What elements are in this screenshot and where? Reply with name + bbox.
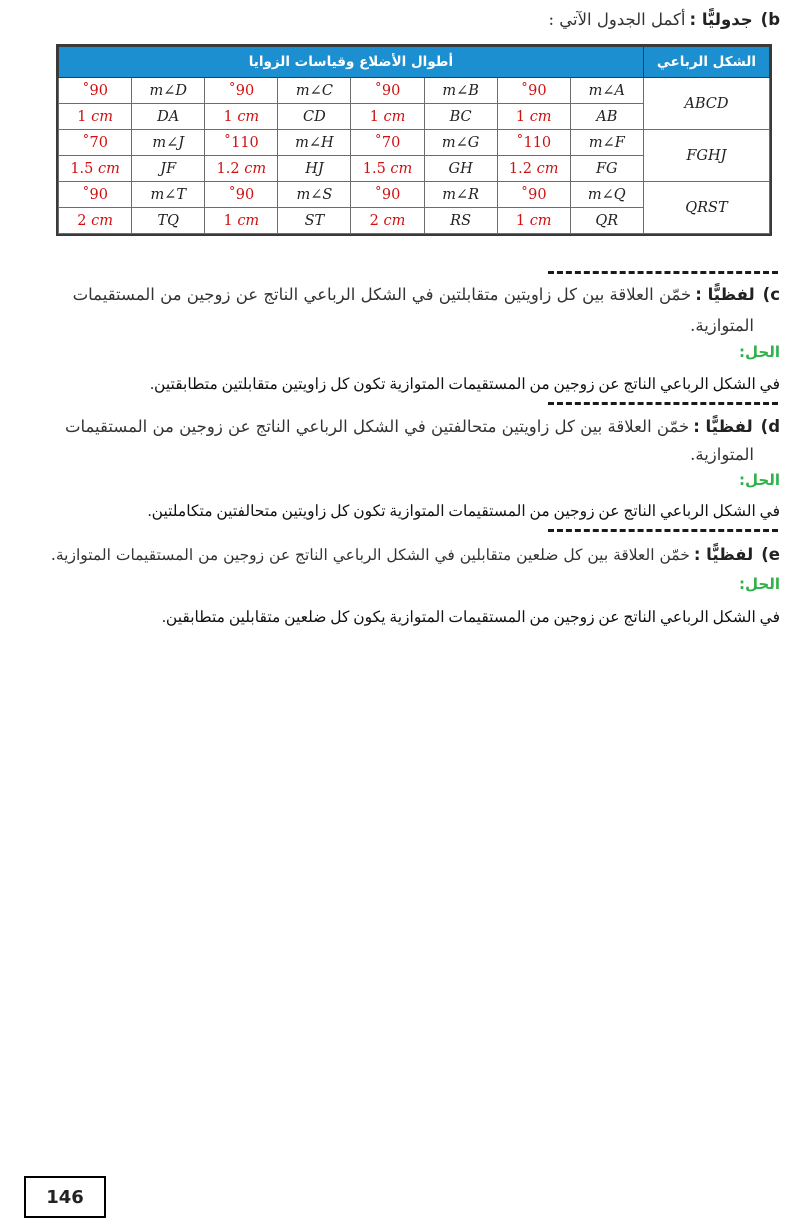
angle-value-cell: 90˚ — [205, 182, 278, 208]
side-value-number: 1 — [223, 212, 233, 229]
side-name-cell: RS — [424, 208, 497, 234]
shape-name: FGHJ — [643, 130, 769, 182]
side-value-unit: cm — [91, 212, 113, 229]
side-value-unit: cm — [97, 160, 120, 177]
angle-value-cell: 110˚ — [205, 130, 278, 156]
question-d-line2 — [690, 442, 754, 468]
side-value-cell — [351, 156, 424, 182]
side-value-number: 1.2 — [508, 160, 532, 177]
solution-label-c: الحل: — [739, 343, 780, 361]
question-e-line1 — [51, 542, 780, 568]
solution-label-d: الحل: — [739, 471, 780, 489]
angle-name-cell: m∠Q — [570, 182, 643, 208]
question-b-keyword: جدوليًّا : — [689, 10, 753, 29]
side-name-cell: TQ — [132, 208, 205, 234]
angle-value-cell: 90˚ — [351, 182, 424, 208]
angle-value-cell: 90˚ — [59, 182, 132, 208]
angle-name-cell: m∠G — [424, 130, 497, 156]
side-value-cell — [351, 208, 424, 234]
question-b-letter: b) — [760, 10, 780, 29]
side-value-number: 2 — [369, 212, 379, 229]
angle-value-cell: 70˚ — [351, 130, 424, 156]
table-row-angles — [59, 130, 770, 156]
side-value-number: 1 — [515, 108, 526, 125]
question-c-letter: c) — [762, 285, 780, 304]
angle-value-cell: 90˚ — [351, 78, 424, 104]
angle-value-cell: 70˚ — [59, 130, 132, 156]
question-d-line1 — [65, 414, 780, 440]
angle-value-cell: 90˚ — [205, 78, 278, 104]
dashed-separator — [548, 271, 778, 274]
angle-name-cell: m∠S — [278, 182, 351, 208]
side-value-unit: cm — [244, 160, 267, 177]
table-row-angles — [59, 182, 770, 208]
side-value-cell — [497, 104, 570, 130]
side-value-number: 1.5 — [70, 160, 94, 177]
side-name-cell: AB — [570, 104, 643, 130]
shape-name: ABCD — [643, 78, 769, 130]
side-value-cell — [59, 104, 132, 130]
side-name-cell: CD — [278, 104, 351, 130]
side-name-cell: DA — [132, 104, 205, 130]
solution-label-e: الحل: — [739, 575, 780, 593]
side-value-cell — [205, 208, 278, 234]
side-value-number: 1.2 — [216, 160, 240, 177]
shape-name: QRST — [643, 182, 769, 234]
angle-name-cell: m∠A — [570, 78, 643, 104]
angle-name-cell: m∠B — [424, 78, 497, 104]
angle-name-cell: m∠F — [570, 130, 643, 156]
side-value-unit: cm — [529, 108, 552, 125]
header-shape: الشكل الرباعي — [643, 47, 769, 78]
side-value-number: 1 — [515, 212, 526, 229]
side-value-unit: cm — [536, 160, 559, 177]
side-value-unit: cm — [390, 160, 413, 177]
side-value-cell — [205, 104, 278, 130]
side-value-unit: cm — [529, 212, 552, 229]
side-value-cell — [497, 156, 570, 182]
question-e-keyword: لفظيًّا : — [693, 545, 754, 564]
page-number: 146 — [24, 1176, 106, 1218]
side-value-number: 1 — [369, 108, 379, 125]
side-name-cell: JF — [132, 156, 205, 182]
question-d-keyword: لفظيًّا : — [693, 417, 753, 436]
side-name-cell: HJ — [278, 156, 351, 182]
angle-name-cell: m∠H — [278, 130, 351, 156]
question-d-text: خمّن العلاقة بين كل زاويتين متحالفتين في الشكل الرباعي الناتج عن زوجين من المستقيمات — [64, 417, 690, 436]
side-name-cell: BC — [424, 104, 497, 130]
quadrilateral-table — [56, 44, 772, 236]
side-name-cell: QR — [570, 208, 643, 234]
side-name-cell: GH — [424, 156, 497, 182]
header-measures: أطوال الأضلاع وقياسات الزوايا — [59, 47, 644, 78]
side-name-cell: ST — [278, 208, 351, 234]
table-header-row — [59, 47, 770, 78]
question-e-text: خمّن العلاقة بين كل ضلعين متقابلين في الشكل الرباعي الناتج عن زوجين من المستقيمات المتوازية. — [50, 546, 690, 564]
side-value-number: 1 — [223, 108, 233, 125]
side-value-unit: cm — [91, 108, 113, 125]
solution-text-d: في الشكل الرباعي الناتج عن زوجين من المستقيمات المتوازية تكون كل زاويتين متحالفتين متكاملتين. — [147, 503, 780, 520]
angle-value-cell: 90˚ — [497, 182, 570, 208]
question-c-text-2: المتوازية. — [690, 316, 754, 335]
angle-value-cell: 90˚ — [59, 78, 132, 104]
solution-text-c: في الشكل الرباعي الناتج عن زوجين من المستقيمات المتوازية تكون كل زاويتين متقابلتين متطابقتين. — [150, 376, 780, 393]
side-value-number: 1 — [77, 108, 87, 125]
side-value-cell — [59, 156, 132, 182]
question-b-text: أكمل الجدول الآتي : — [548, 10, 686, 29]
side-value-unit: cm — [237, 212, 260, 229]
angle-value-cell: 90˚ — [497, 78, 570, 104]
angle-name-cell: m∠J — [132, 130, 205, 156]
side-name-cell: FG — [570, 156, 643, 182]
dashed-separator — [548, 529, 778, 532]
side-value-cell — [59, 208, 132, 234]
angle-name-cell: m∠C — [278, 78, 351, 104]
table-row-angles — [59, 78, 770, 104]
question-c-keyword: لفظيًّا : — [695, 285, 755, 304]
side-value-unit: cm — [383, 212, 406, 229]
side-value-number: 2 — [77, 212, 87, 229]
question-b-heading — [548, 7, 780, 33]
solution-text-e: في الشكل الرباعي الناتج عن زوجين من المستقيمات المتوازية يكون كل ضلعين متقابلين متطابقين. — [162, 609, 780, 626]
angle-value-cell: 110˚ — [497, 130, 570, 156]
angle-name-cell: m∠D — [132, 78, 205, 104]
question-c-line1 — [73, 282, 780, 308]
angle-name-cell: m∠T — [132, 182, 205, 208]
question-d-letter: d) — [760, 417, 780, 436]
question-c-text: خمّن العلاقة بين كل زاويتين متقابلتين في الشكل الرباعي الناتج عن زوجين من المستقيمات — [72, 285, 692, 304]
side-value-cell — [497, 208, 570, 234]
dashed-separator — [548, 402, 778, 405]
side-value-unit: cm — [237, 108, 260, 125]
angle-name-cell: m∠R — [424, 182, 497, 208]
side-value-number: 1.5 — [362, 160, 386, 177]
side-value-cell — [351, 104, 424, 130]
question-c-line2 — [690, 313, 754, 339]
side-value-cell — [205, 156, 278, 182]
question-e-letter: e) — [761, 545, 780, 564]
side-value-unit: cm — [383, 108, 406, 125]
question-d-text-2: المتوازية. — [690, 445, 754, 464]
